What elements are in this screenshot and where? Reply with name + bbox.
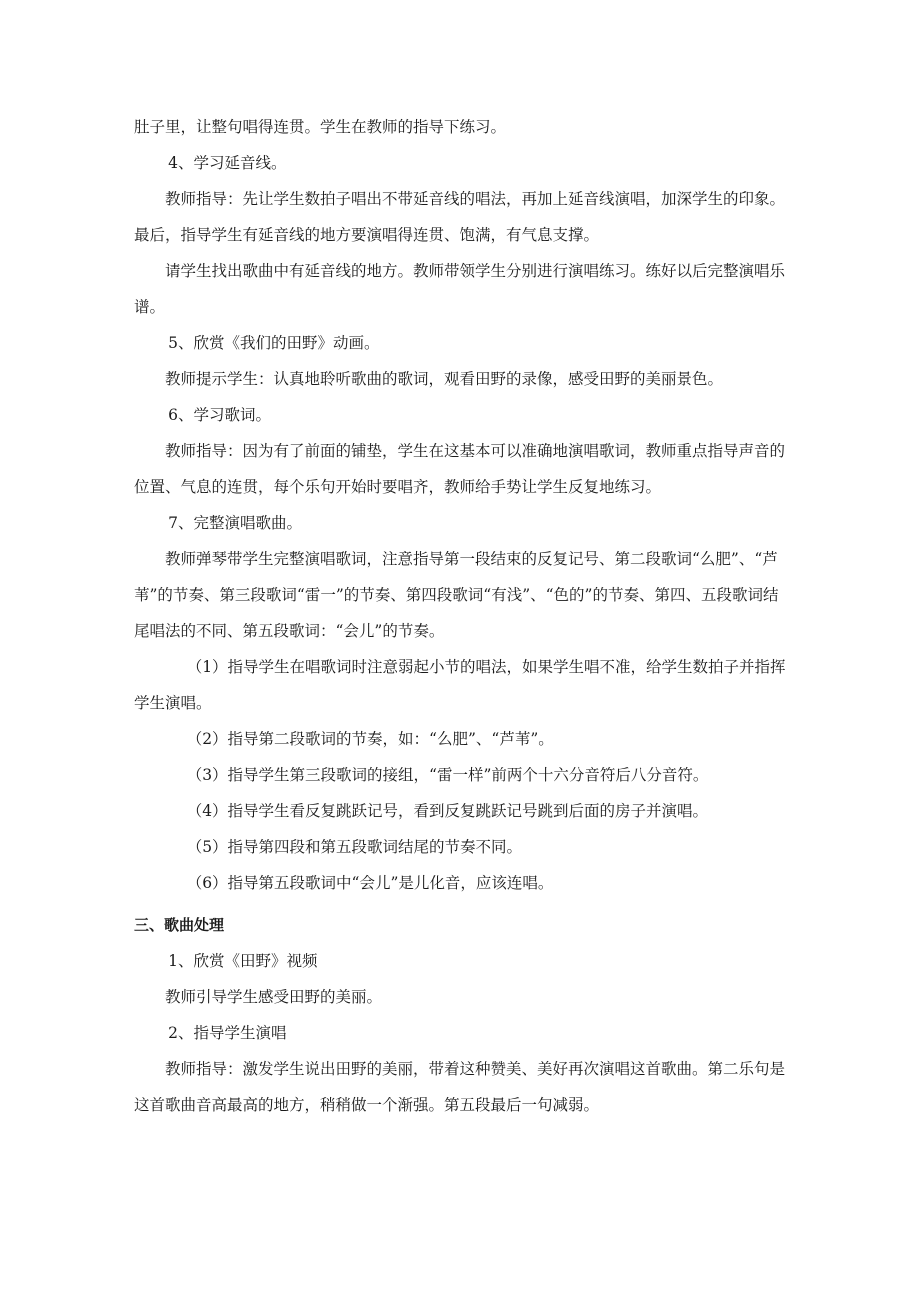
list-item-4: （4）指导学生看反复跳跃记号，看到反复跳跃记号跳到后面的房子并演唱。: [186, 802, 709, 820]
list-item-2: （2）指导第二段歌词的节奏，如：“么肥”、“芦苇”。: [186, 730, 554, 748]
step-1-video: 1、欣赏《田野》视频: [168, 952, 318, 970]
paragraph-teacher-prompt: 教师提示学生：认真地聆听歌曲的歌词，观看田野的录像，感受田野的美丽景色。: [165, 370, 724, 388]
section-heading-song-processing: 三、歌曲处理: [134, 916, 225, 934]
paragraph-teacher-guidance-lyrics: 教师指导：因为有了前面的铺垫，学生在这基本可以准确地演唱歌词，教师重点指导声音的位置、气息的连贯，每个乐句开始时要唱齐，教师给手势让学生反复地练习。: [134, 442, 786, 496]
step-2-singing: 2、指导学生演唱: [168, 1024, 287, 1042]
paragraph-continuation: 肚子里，让整句唱得连贯。学生在教师的指导下练习。: [134, 118, 507, 136]
list-item-3: （3）指导学生第三段歌词的接组，“雷一样”前两个十六分音符后八分音符。: [186, 766, 709, 784]
list-item-5: （5）指导第四段和第五段歌词结尾的节奏不同。: [186, 838, 523, 856]
document-body: [134, 109, 789, 1123]
paragraph-teacher-guidance-tie: 教师指导：先让学生数拍子唱出不带延音线的唱法，再加上延音线演唱，加深学生的印象。最后，指导学生有延音线的地方要演唱得连贯、饱满，有气息支撑。: [134, 190, 786, 244]
paragraph-practice-tie: 请学生找出歌曲中有延音线的地方。教师带领学生分别进行演唱练习。练好以后完整演唱乐谱。: [134, 262, 786, 316]
paragraph-teacher-lead: 教师引导学生感受田野的美丽。: [165, 988, 383, 1006]
step-4-heading: 4、学习延音线。: [168, 154, 287, 172]
step-7-heading: 7、完整演唱歌曲。: [168, 514, 302, 532]
list-item-6: （6）指导第五段歌词中“会儿”是儿化音，应该连唱。: [186, 874, 554, 892]
step-5-heading: 5、欣赏《我们的田野》动画。: [168, 334, 380, 352]
step-6-heading: 6、学习歌词。: [168, 406, 271, 424]
paragraph-complete-singing: 教师弹琴带学生完整演唱歌词，注意指导第一段结束的反复记号、第二段歌词“么肥”、“芦苇”的节奏、第三段歌词“雷一”的节奏、第四段歌词“有浅”、“色的”的节奏、第四、五段歌词结尾唱法的不同、第五段歌词：“会儿”的节奏。: [134, 550, 779, 640]
paragraph-final-guidance: 教师指导：激发学生说出田野的美丽，带着这种赞美、美好再次演唱这首歌曲。第二乐句是这首歌曲音高最高的地方，稍稍做一个渐强。第五段最后一句减弱。: [134, 1060, 786, 1114]
list-item-1: （1）指导学生在唱歌词时注意弱起小节的唱法，如果学生唱不准，给学生数拍子并指挥学生演唱。: [134, 658, 786, 712]
